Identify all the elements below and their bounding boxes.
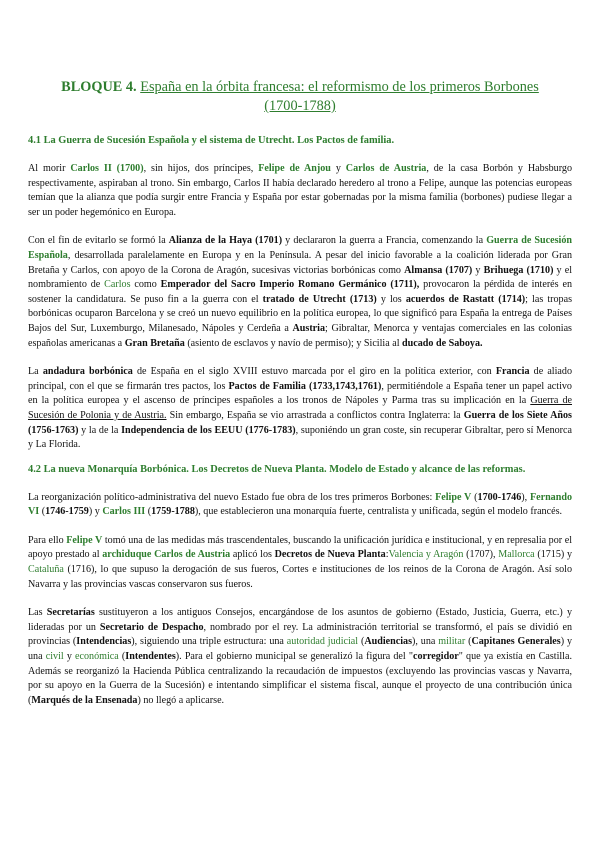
text-run: Mallorca bbox=[498, 549, 535, 561]
text-run: Felipe de Anjou bbox=[258, 163, 331, 174]
document-page bbox=[28, 78, 572, 708]
text-run: como bbox=[130, 279, 161, 291]
text-run: (1707), bbox=[463, 549, 499, 561]
text-run: ), bbox=[521, 491, 530, 503]
text-run: (1716), lo que supuso la derogación de sus fueros, Cortes e instituciones de los reinos de la Corona de Aragón. Así solo Navarra y las provincias vascas conservaron sus fueros. bbox=[28, 564, 572, 590]
section-heading-4-2: 4.2 La nueva Monarquía Borbónica. Los Decretos de Nueva Planta. Modelo de Estado y alcance de las reformas. bbox=[28, 463, 526, 475]
text-run: Guerra de Sucesión Española bbox=[28, 235, 572, 261]
text-run: económica bbox=[75, 651, 119, 663]
text-run: corregidor bbox=[412, 651, 459, 663]
text-run: , sin hijos, dos príncipes, bbox=[143, 163, 259, 174]
text-run: sustituyeron a los antiguos Consejos, encargándose de los asuntos de gobierno (Estado, Justicia, Guerra, etc.) y lideradas por un bbox=[28, 607, 572, 633]
text-run: La reorganización político-administrativa del nuevo Estado fue obra de los tres primeros Borbones: bbox=[28, 491, 436, 503]
text-run: Marqués de la Ensenada bbox=[31, 694, 138, 706]
text-run: tratado de Utrecht (1713) bbox=[262, 293, 377, 305]
text-run: Capitanes Generales bbox=[471, 636, 561, 648]
text-run: Sin embargo, España se vio arrastrada a conflictos contra Inglaterra: la bbox=[166, 409, 464, 421]
text-run: ( bbox=[39, 506, 46, 518]
text-run: ), que establecieron una monarquía fuerte, centralista y unificada, según el modelo francés. bbox=[194, 506, 563, 518]
text-run: ) y bbox=[88, 506, 103, 518]
text-run: de aliado principal, con el que se firmarán tres pactos, los bbox=[28, 366, 572, 392]
text-run: Carlos de Austria bbox=[345, 163, 427, 174]
text-run: ) y una bbox=[28, 636, 573, 663]
text-run: Intendentes bbox=[125, 651, 176, 663]
text-run: autoridad judicial bbox=[286, 636, 359, 648]
text-run: y bbox=[330, 163, 346, 174]
text-run: militar bbox=[438, 636, 466, 648]
text-run: Gran Bretaña bbox=[124, 337, 185, 349]
text-run: y la de la bbox=[78, 424, 122, 436]
text-run: Carlos III bbox=[102, 506, 146, 518]
text-run: ( bbox=[118, 651, 126, 663]
text-run: y el nombramiento de bbox=[28, 264, 573, 291]
text-run: 1746-1759 bbox=[45, 506, 89, 518]
text-run: Con el fin de evitarlo se formó la bbox=[28, 235, 169, 247]
text-run: ; Gibraltar, Menorca y ventajas comerciales en las colonias españolas americanas a bbox=[28, 322, 572, 349]
text-run: provocaron la pérdida de interés en sostener la candidatura. Se puso fin a la guerra con el bbox=[28, 279, 572, 305]
text-run: Independencia de los EEUU (1776-1783) bbox=[121, 424, 296, 436]
text-run: Las bbox=[28, 607, 47, 619]
text-run: Emperador del Sacro Imperio Romano Germánico (1711), bbox=[160, 279, 420, 291]
text-run: y los bbox=[376, 293, 406, 305]
text-run: Audiencias bbox=[364, 636, 413, 648]
text-run: (1715) y bbox=[534, 549, 572, 561]
text-run: , suponiéndo un gran coste, sin recuperar Gibraltar, pero sí Menorca y La Florida. bbox=[28, 424, 572, 451]
text-run: Cataluña bbox=[28, 564, 64, 576]
title-main: España en la órbita francesa: el reformismo de los primeros Borbones bbox=[140, 79, 539, 95]
text-run: aplicó los bbox=[230, 549, 275, 561]
document-title bbox=[28, 78, 572, 116]
text-run: 1700-1746 bbox=[477, 491, 522, 503]
paragraph bbox=[28, 491, 572, 520]
text-run: y declararon la guerra a Francia, comenzando la bbox=[282, 235, 487, 247]
text-run: ; las tropas borbónicas ocuparon Barcelona y se creó un nuevo equilibrio en la política europea, lo que significó para España la entrega de Países Bajos del Sur, Luxemburgo, Milanesado, Nápoles y Cerdeña a bbox=[28, 293, 573, 334]
text-run: 1759-1788 bbox=[151, 506, 195, 518]
text-run: Pactos de Familia (1733,1743,1761) bbox=[228, 380, 382, 392]
text-run: Brihuega (1710) bbox=[483, 264, 554, 276]
section-heading-4-1: 4.1 La Guerra de Sucesión Española y el sistema de Utrecht. Los Pactos de familia. bbox=[28, 135, 395, 146]
text-run: , nombrado por el rey. La administración territorial se transformó, el país se dividió en provincias ( bbox=[28, 621, 572, 648]
text-run: ). Para el gobierno municipal se generalizó la figura del " bbox=[175, 651, 413, 663]
text-run: ducado de Saboya. bbox=[402, 337, 483, 349]
text-run: Carlos bbox=[104, 279, 131, 291]
text-run: Valencia y Aragón bbox=[388, 549, 464, 561]
text-run: Decretos de Nueva Planta bbox=[274, 549, 386, 561]
text-run: Fernando VI bbox=[28, 491, 572, 518]
text-run: y bbox=[472, 264, 484, 276]
text-run: Alianza de la Haya (1701) bbox=[168, 235, 283, 247]
paragraph bbox=[28, 365, 572, 453]
text-run: " que ya existía en Castilla. Además se reorganizó la Hacienda Pública centralizando la recaudación de impuestos (excluyendo las provincias vascas y Navarra, por su apoyo en la Guerra de la Sucesión) e intentando simplificar el sistema fiscal, aunque el proyecto de una contribución única ( bbox=[28, 651, 572, 706]
text-run: andadura borbónica bbox=[42, 366, 133, 378]
text-run: Guerra de los Siete Años (1756-1763) bbox=[28, 409, 572, 436]
paragraph bbox=[28, 534, 572, 592]
text-run: : bbox=[385, 549, 389, 561]
text-run: Almansa (1707) bbox=[404, 264, 473, 276]
text-run: Al morir bbox=[28, 163, 71, 174]
text-run: , de la casa Borbón y Habsburgo respectivamente, aspiraban al trono. Sin embargo, Carlos II había declarado heredero al trono a Felipe, aunque las potencias europeas temían que la alianza que podía surgir entre Francia y España por estar gobernadas por la misma familia (borbones) pudiese llegar a ser un poder hegemónico en Europa. bbox=[28, 163, 573, 218]
text-run: Guerra de Sucesión de Polonia y de Austria. bbox=[28, 395, 572, 421]
text-run: Intendencias bbox=[76, 636, 132, 648]
text-run: ), una bbox=[412, 636, 439, 648]
text-run: ( bbox=[145, 506, 152, 518]
text-run: de España en el siglo XVIII estuvo marcada por el giro en la política exterior, con bbox=[132, 366, 496, 378]
text-run: Felipe V bbox=[66, 534, 103, 546]
paragraph bbox=[28, 162, 572, 220]
title-prefix: BLOQUE 4. bbox=[61, 79, 137, 95]
text-run: y bbox=[63, 651, 76, 663]
text-run: , permitiéndole a España tener un papel activo en la política europea y el ascenso de príncipes españoles a los tronos de Nápoles y Parma tras su implicación en la bbox=[28, 380, 572, 407]
text-run: (asiento de esclavos y navío de permiso); y Sicilia al bbox=[184, 337, 403, 349]
text-run: La bbox=[28, 366, 43, 378]
text-run: ) no llegó a aplicarse. bbox=[137, 694, 225, 706]
paragraph bbox=[28, 234, 572, 351]
text-run: ), siguiendo una triple estructura: una bbox=[131, 636, 287, 648]
title-years: (1700-1788) bbox=[264, 98, 336, 114]
text-run: Secretarías bbox=[46, 607, 95, 619]
text-run: Secretario de Despacho bbox=[99, 621, 204, 633]
text-run: ( bbox=[471, 491, 478, 503]
text-run: Carlos II (1700) bbox=[70, 163, 144, 174]
text-run: ( bbox=[358, 636, 365, 648]
text-run: tomó una de las medidas más trascendentales, buscando la unificación jurídica e institucional, y en represalia por el apoyo prestado al bbox=[28, 534, 573, 561]
text-run: Felipe V bbox=[435, 491, 472, 503]
text-run: archiduque Carlos de Austria bbox=[102, 549, 231, 561]
text-run: civil bbox=[45, 651, 64, 663]
paragraph bbox=[28, 606, 572, 708]
text-run: Para ello bbox=[28, 534, 67, 546]
text-run: Austria bbox=[292, 322, 326, 334]
text-run: , desarrollada paralelamente en Europa y en la Península. A pesar del inicio favorable a la coalición liderada por Gran Bretaña y Carlos, con apoyo de la Corona de Aragón, sucesivas victorias borbónicas como bbox=[28, 249, 572, 276]
text-run: Francia bbox=[495, 366, 530, 378]
text-run: acuerdos de Rastatt (1714) bbox=[405, 293, 526, 305]
text-run: ( bbox=[465, 636, 472, 648]
